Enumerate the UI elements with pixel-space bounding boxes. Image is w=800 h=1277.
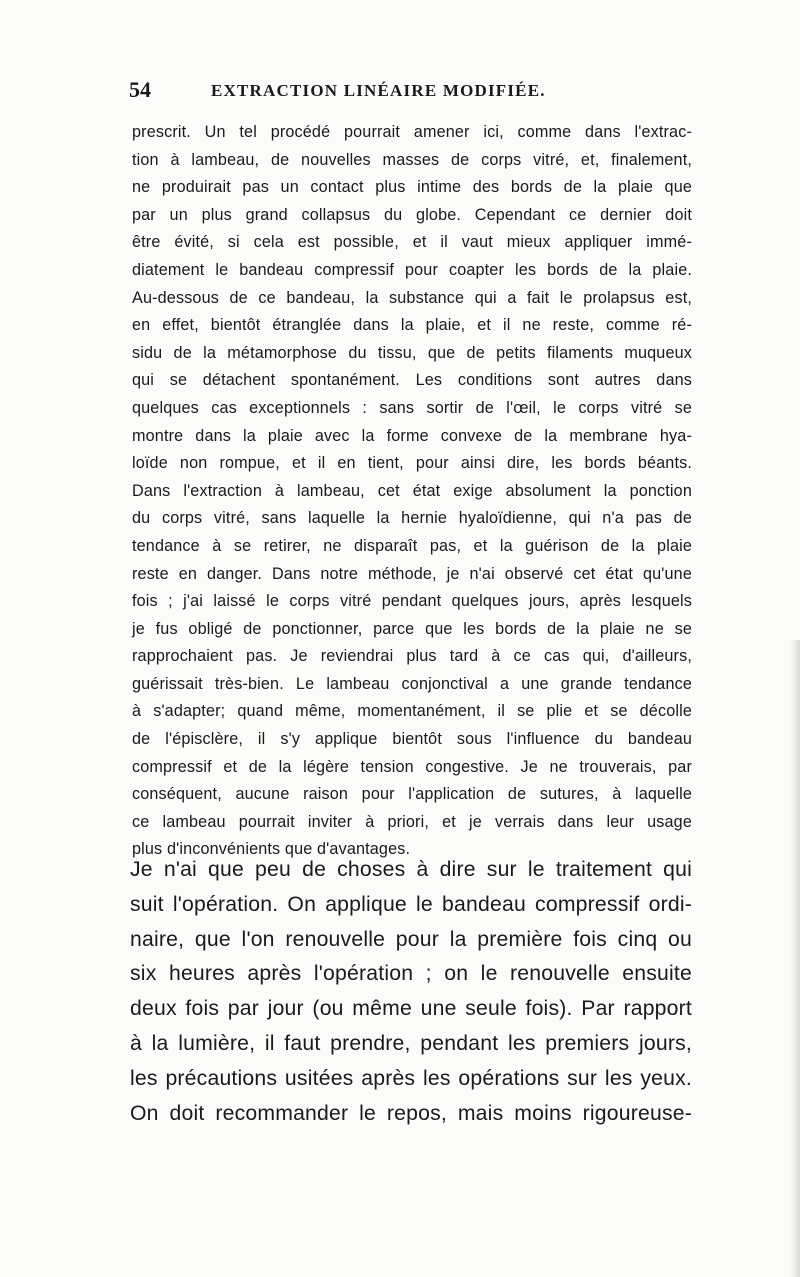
paragraph-small-print xyxy=(132,119,692,864)
text-line: à la lumière, il faut prendre, pendant les premiers jours, xyxy=(130,1031,692,1055)
text-line: tendance à se retirer, ne disparaît pas, et la guérison de la plaie xyxy=(132,536,692,555)
text-line: du corps vitré, sans laquelle la hernie hyaloïdienne, qui n'a pas de xyxy=(132,509,692,528)
text-line: montre dans la plaie avec la forme convexe de la membrane hya- xyxy=(132,426,692,445)
text-line: les précautions usitées après les opérations sur les yeux. xyxy=(130,1066,692,1090)
text-line: reste en danger. Dans notre méthode, je n'ai observé cet état qu'une xyxy=(132,564,692,583)
text-line: tion à lambeau, de nouvelles masses de corps vitré, et, finalement, xyxy=(132,150,692,169)
page-header xyxy=(129,76,689,106)
text-line: fois ; j'ai laissé le corps vitré pendant quelques jours, après lesquels xyxy=(132,592,692,611)
text-line: Au-dessous de ce bandeau, la substance qui a fait le prolapsus est, xyxy=(132,288,692,307)
text-line: Dans l'extraction à lambeau, cet état exige absolument la ponction xyxy=(132,481,692,500)
text-line: plus d'inconvénients que d'avantages. xyxy=(132,840,411,859)
text-line: deux fois par jour (ou même une seule fois). Par rapport xyxy=(130,997,692,1021)
page-edge-shadow xyxy=(790,640,800,1277)
text-line: loïde non rompue, et il en tient, pour ainsi dire, les bords béants. xyxy=(132,454,692,473)
text-line: compressif et de la légère tension congestive. Je ne trouverais, par xyxy=(132,757,692,776)
text-line: Je n'ai que peu de choses à dire sur le traitement qui xyxy=(130,858,692,881)
text-line: conséquent, aucune raison pour l'application de sutures, à laquelle xyxy=(132,785,692,804)
text-line: quelques cas exceptionnels : sans sortir de l'œil, le corps vitré se xyxy=(132,398,692,417)
text-line: par un plus grand collapsus du globe. Cependant ce dernier doit xyxy=(132,205,692,224)
paragraph-large-print xyxy=(130,853,692,1131)
page-number: 54 xyxy=(129,77,151,102)
text-line: guérissait très-bien. Le lambeau conjonctival a une grande tendance xyxy=(132,674,692,693)
text-line: à s'adapter; quand même, momentanément, il se plie et se décolle xyxy=(132,702,692,721)
text-line: rapprochaient pas. Je reviendrai plus tard à ce cas qui, d'ailleurs, xyxy=(132,647,692,666)
text-line: de l'épisclère, il s'y applique bientôt sous l'influence du bandeau xyxy=(132,730,692,749)
text-line: prescrit. Un tel procédé pourrait amener ici, comme dans l'extrac- xyxy=(132,123,692,141)
text-line: sidu de la métamorphose du tissu, que de petits filaments muqueux xyxy=(132,343,692,362)
text-line: naire, que l'on renouvelle pour la première fois cinq ou xyxy=(130,927,692,951)
text-line: être évité, si cela est possible, et il vaut mieux appliquer immé- xyxy=(132,233,692,252)
text-line: On doit recommander le repos, mais moins rigoureuse- xyxy=(130,1101,692,1125)
text-line: six heures après l'opération ; on le renouvelle ensuite xyxy=(130,962,692,986)
text-line: diatement le bandeau compressif pour coapter les bords de la plaie. xyxy=(132,260,692,279)
text-line: ne produirait pas un contact plus intime des bords de la plaie que xyxy=(132,178,692,197)
text-line: ce lambeau pourrait inviter à priori, et je verrais dans leur usage xyxy=(132,812,692,831)
text-line: suit l'opération. On applique le bandeau compressif ordi- xyxy=(130,892,692,916)
text-line: je fus obligé de ponctionner, parce que les bords de la plaie ne se xyxy=(132,619,692,638)
text-line: qui se détachent spontanément. Les conditions sont autres dans xyxy=(132,371,692,390)
text-line: en effet, bientôt étranglée dans la plaie, et il ne reste, comme ré- xyxy=(132,316,692,335)
running-title: EXTRACTION LINÉAIRE MODIFIÉE. xyxy=(211,81,546,100)
